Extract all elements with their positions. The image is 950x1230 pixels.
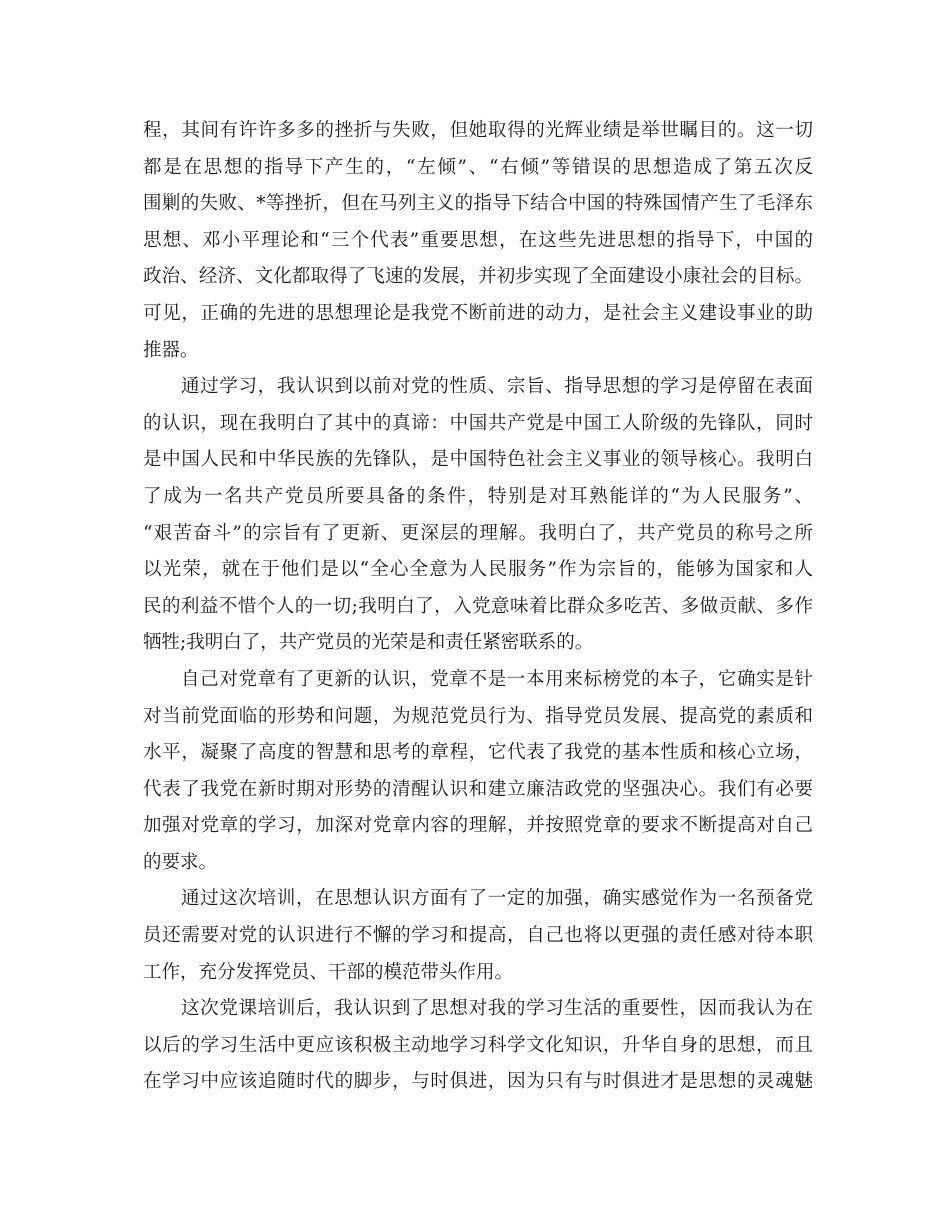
paragraph-p4	[143, 881, 813, 991]
text-line: 以后的学习生活中更应该积极主动地学习科学文化知识，升华自身的思想，而且	[143, 1034, 813, 1056]
text-line: 思想、邓小平理论和“三个代表”重要思想，在这些先进思想的指导下，中国的	[143, 229, 813, 251]
text-line: 民的利益不惜个人的一切;我明白了，入党意味着比群众多吃苦、多做贡献、多作	[143, 595, 813, 617]
text-line: 是中国人民和中华民族的先锋队，是中国特色社会主义事业的领导核心。我明白	[143, 449, 813, 471]
text-line: 自己对党章有了更新的认识，党章不是一本用来标榜党的本子，它确实是针	[181, 668, 813, 690]
paragraph-p3	[143, 662, 813, 882]
document-body	[143, 113, 813, 1101]
text-line: 可见，正确的先进的思想理论是我党不断前进的动力，是社会主义建设事业的助	[143, 302, 813, 324]
text-line: 水平，凝聚了高度的智慧和思考的章程，它代表了我党的基本性质和核心立场，	[143, 742, 813, 764]
paragraph-p2	[143, 369, 813, 662]
text-line: 通过学习，我认识到以前对党的性质、宗旨、指导思想的学习是停留在表面	[181, 376, 813, 398]
text-line: 通过这次培训，在思想认识方面有了一定的加强，确实感觉作为一名预备党	[181, 888, 813, 910]
text-line: 以光荣，就在于他们是以“全心全意为人民服务”作为宗旨的，能够为国家和人	[143, 559, 813, 581]
text-line: 围剿的失败、*等挫折，但在马列主义的指导下结合中国的特殊国情产生了毛泽东	[143, 193, 813, 215]
text-line: “艰苦奋斗”的宗旨有了更新、更深层的理解。我明白了，共产党员的称号之所	[143, 522, 813, 544]
text-line: 加强对党章的学习，加深对党章内容的理解，并按照党章的要求不断提高对自己	[143, 815, 813, 837]
text-line: 程，其间有许许多多的挫折与失败，但她取得的光辉业绩是举世瞩目的。这一切	[143, 120, 813, 141]
text-line: 政治、经济、文化都取得了飞速的发展，并初步实现了全面建设小康社会的目标。	[143, 266, 813, 288]
text-line: 代表了我党在新时期对形势的清醒认识和建立廉洁政党的坚强决心。我们有必要	[143, 778, 813, 800]
text-line: 了成为一名共产党员所要具备的条件，特别是对耳熟能详的“为人民服务”、	[143, 485, 813, 507]
paragraph-p5	[143, 991, 813, 1101]
text-line: 这次党课培训后，我认识到了思想对我的学习生活的重要性，因而我认为在	[181, 998, 813, 1020]
text-line: 推器。	[143, 339, 199, 361]
text-line: 在学习中应该追随时代的脚步，与时俱进，因为只有与时俱进才是思想的灵魂魅	[143, 1071, 813, 1093]
text-line: 对当前党面临的形势和问题，为规范党员行为、指导党员发展、提高党的素质和	[143, 705, 813, 727]
text-line: 的要求。	[143, 851, 218, 873]
text-line: 员还需要对党的认识进行不懈的学习和提高，自己也将以更强的责任感对待本职	[143, 925, 813, 947]
text-line: 都是在思想的指导下产生的，“左倾”、“右倾”等错误的思想造成了第五次反	[143, 156, 813, 178]
text-line: 牺牲;我明白了，共产党员的光荣是和责任紧密联系的。	[143, 632, 594, 654]
paragraph-p1	[143, 113, 813, 369]
text-line: 工作，充分发挥党员、干部的模范带头作用。	[143, 961, 514, 983]
text-line: 的认识，现在我明白了其中的真谛：中国共产党是中国工人阶级的先锋队，同时	[143, 412, 813, 434]
